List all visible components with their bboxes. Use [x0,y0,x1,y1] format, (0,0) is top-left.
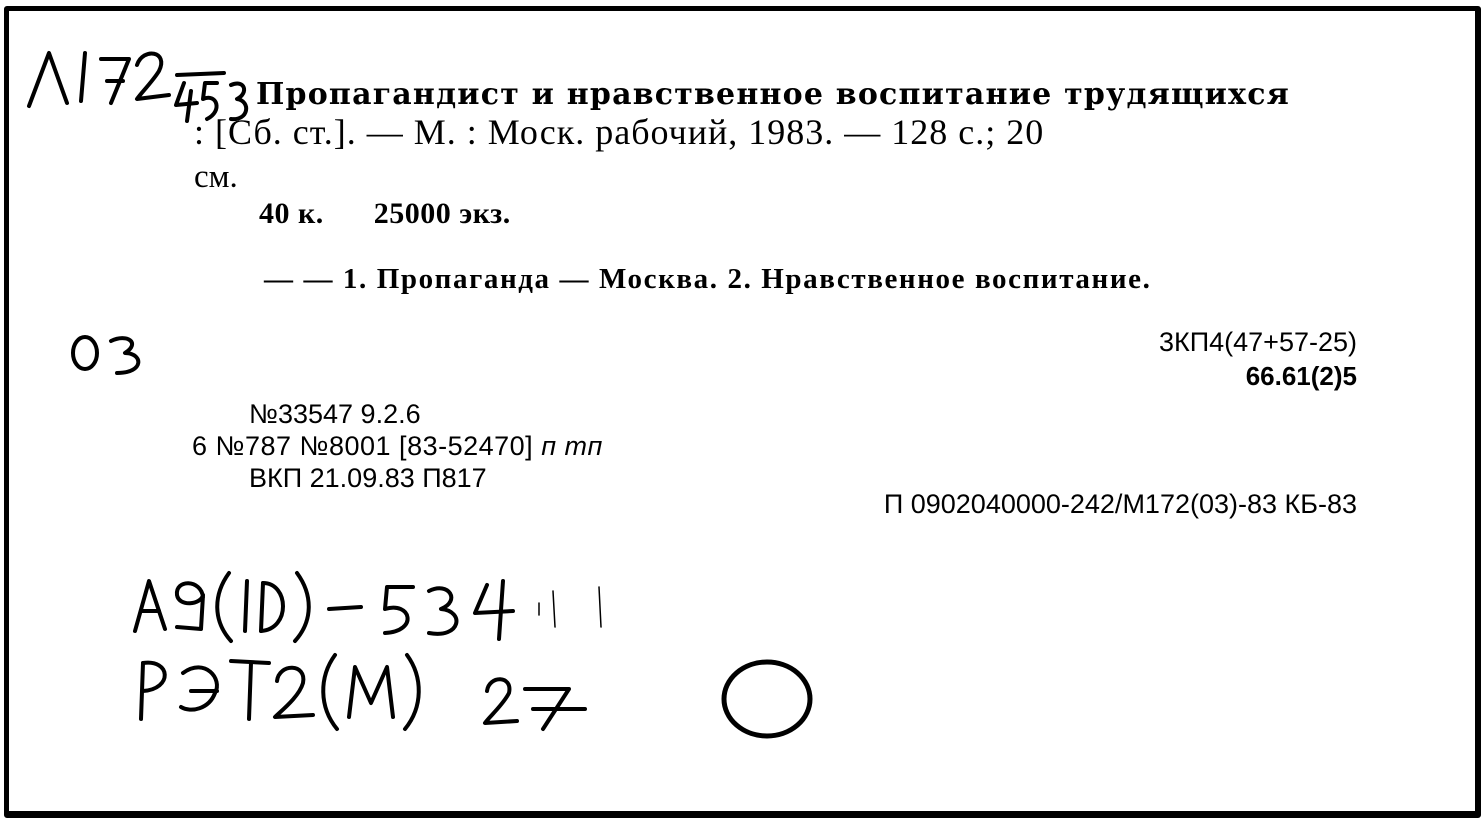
catalog-card [4,6,1481,818]
order-number-line: №33547 9.2.6 [249,399,421,429]
bibliographic-description-continued: см. [194,159,238,195]
publisher-code: П 0902040000-242/М172(03)-83 КБ-83 [883,489,1357,519]
registration-suffix: п тп [541,431,603,461]
card-title: Пропагандист и нравственное воспитание трудящихся [256,77,1291,112]
price: 40 к. [259,197,324,230]
registration-numbers-text: 6 №787 №8001 [83-52470] [192,431,534,461]
handwritten-shelf-mark-2 [129,647,609,737]
bbk-index: 66.61(2)5 [1245,361,1357,391]
circle-mark [715,655,819,743]
classification-index: 3КП4(47+57-25) [1158,327,1357,357]
circle-mark-drawing [715,655,819,743]
vkp-line: ВКП 21.09.83 П817 [249,463,487,493]
price-and-copies [259,197,511,231]
bibliographic-description: : [Сб. ст.]. — М. : Моск. рабочий, 1983. — 128 с.; 20 [194,112,1045,152]
registration-numbers [192,431,603,462]
handwritten-shelf-mark-2-drawing [129,647,609,737]
handwritten-mark [67,329,157,379]
handwritten-mark-drawing [67,329,157,379]
copies: 25000 экз. [373,197,511,230]
subject-headings: — — 1. Пропаганда — Москва. 2. Нравственное воспитание. [264,263,1152,295]
handwritten-shelf-mark-1-drawing [129,567,629,647]
handwritten-shelf-mark-1 [129,567,629,647]
